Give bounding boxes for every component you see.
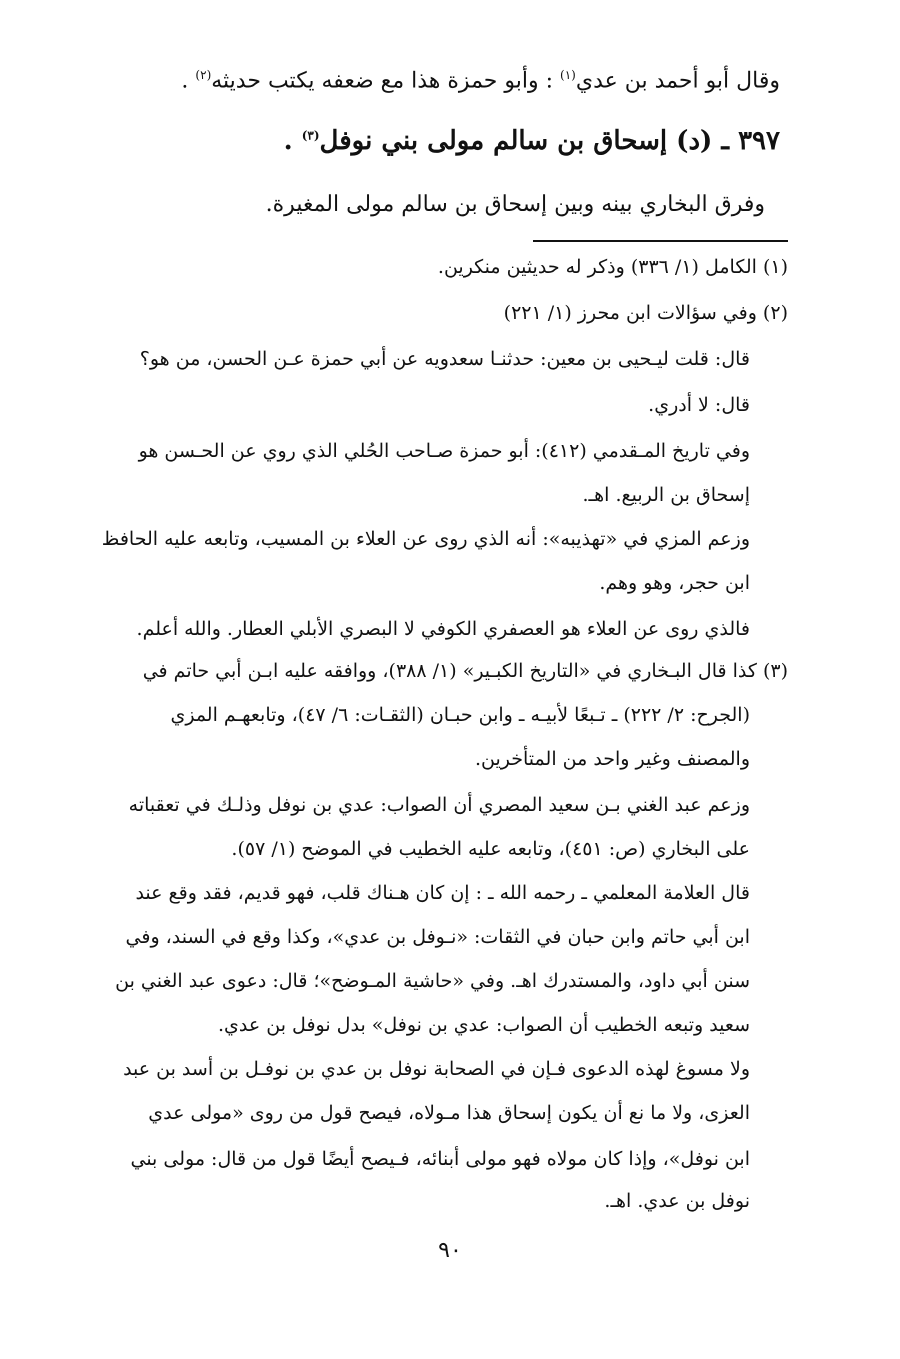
footnote-3-line: ابن نوفل»، وإذا كان مولاه فهو مولى أبنائه، فـيصح أيضًا قول من قال: مولى بني: [130, 1148, 750, 1170]
footnote-2-line: قال: لا أدري.: [648, 394, 750, 416]
footnote-3-line: وزعم عبد الغني بـن سعيد المصري أن الصواب: عدي بن نوفل وذلـك في تعقباته: [128, 794, 750, 816]
footnote-3-line: ابن أبي حاتم وابن حبان في الثقات: «نـوفل بن عدي»، وكذا وقع في السند، وفي: [125, 926, 750, 948]
footnote-2: (٢) وفي سؤالات ابن محرز (١/ ٢٢١): [503, 302, 788, 324]
footnote-ref-3: (٣): [301, 128, 320, 143]
footnote-3-line: نوفل بن عدي. اهـ.: [604, 1190, 750, 1212]
page-number: ٩٠: [438, 1238, 462, 1263]
footnote-3-line: العزى، ولا ما نع أن يكون إسحاق هذا مـولاه، فيصح قول من روى «مولى عدي: [148, 1102, 750, 1124]
entry-heading: ٣٩٧ ـ (د) إسحاق بن سالم مولى بني نوفل$^{(٣)}$ .: [283, 126, 780, 156]
footnote-separator: [533, 240, 788, 242]
footnote-2-line: ابن حجر، وهو وهم.: [599, 572, 750, 594]
footnote-3-line: والمصنف وغير واحد من المتأخرين.: [475, 748, 750, 770]
footnote-3-line: سعيد وتبعه الخطيب أن الصواب: عدي بن نوفل» بدل نوفل بن عدي.: [218, 1014, 750, 1036]
footnote-3: (٣) كذا قال البـخاري في «التاريخ الكبـير» (١/ ٣٨٨)، ووافقه عليه ابـن أبي حاتم في: [142, 660, 788, 682]
footnote-3-line: على البخاري (ص: ٤٥١)، وتابعه عليه الخطيب في الموضح (١/ ٥٧).: [231, 838, 750, 860]
footnote-2-line: وفي تاريخ المـقدمي (٤١٢): أبو حمزة صـاحب الحُلي الذي روي عن الحـسن هو: [138, 440, 750, 462]
footnote-ref-1: (١): [560, 68, 576, 82]
footnote-3-line: (الجرح: ٢/ ٢٢٢) ـ تـبعًا لأبيـه ـ وابن حبـان (الثقـات: ٦/ ٤٧)، وتابعهـم المزي: [170, 704, 750, 726]
footnote-1: (١) الكامل (١/ ٣٣٦) وذكر له حديثين منكرين.: [437, 256, 788, 278]
footnote-2-line: قال: قلت ليـحيى بن معين: حدثنـا سعدويه عن أبي حمزة عـن الحسن، من هو؟: [139, 348, 750, 370]
footnote-ref-2: (٢): [195, 68, 212, 82]
footnote-2-line: وزعم المزي في «تهذيبه»: أنه الذي روى عن العلاء بن المسيب، وتابعه عليه الحافظ: [101, 528, 750, 550]
footnote-2-line: إسحاق بن الربيع. اهـ.: [582, 484, 750, 506]
footnote-3-line: قال العلامة المعلمي ـ رحمه الله ـ : إن كان هـناك قلب، فهو قديم، فقد وقع عند: [135, 882, 750, 904]
main-text-line-3: وفرق البخاري بينه وبين إسحاق بن سالم مولى المغيرة.: [265, 192, 765, 217]
main-text-line-1: وقال أبو أحمد بن عدي$^{(١)}$ : وأبو حمزة هذا مع ضعفه يكتب حديثه$^{(٢)}$ .: [181, 68, 780, 94]
footnote-3-line: سنن أبي داود، والمستدرك اهـ. وفي «حاشية المـوضح»؛ قال: دعوى عبد الغني بن: [115, 970, 750, 992]
footnote-2-line: فالذي روى عن العلاء هو العصفري الكوفي لا البصري الأبلي العطار. والله أعلم.: [136, 618, 750, 640]
footnote-3-line: ولا مسوغ لهذه الدعوى فـإن في الصحابة نوفل بن عدي بن نوفـل بن أسد بن عبد: [123, 1058, 750, 1080]
